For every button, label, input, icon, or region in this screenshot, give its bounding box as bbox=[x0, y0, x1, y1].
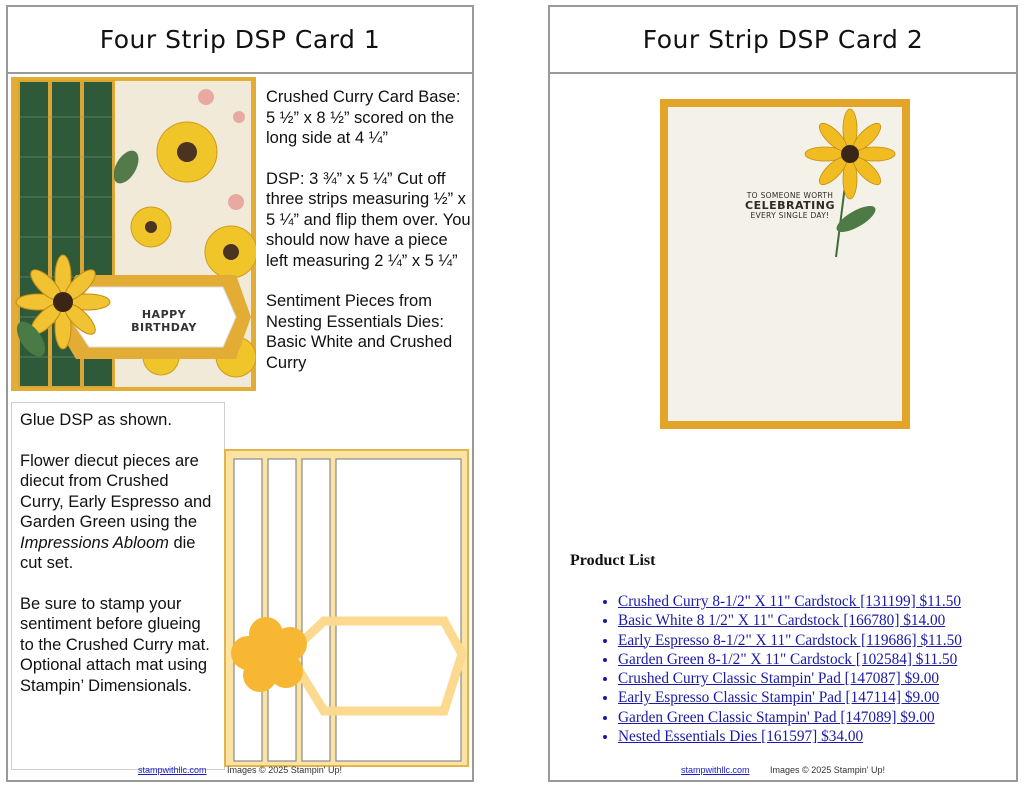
product-list-item bbox=[618, 611, 962, 630]
product-list-title: Product List bbox=[570, 552, 656, 569]
flower-instruction: Flower diecut pieces are diecut from Crushed Curry, Early Espresso and Garden Green using the Impressions Abloom die cut set. bbox=[20, 451, 212, 572]
card1-title: Four Strip DSP Card 1 bbox=[8, 7, 472, 74]
card2-footer bbox=[550, 765, 1016, 775]
die-set-name: Impressions Abloom bbox=[20, 533, 169, 552]
card1-photo-sentiment: HAPPY BIRTHDAY bbox=[131, 308, 197, 334]
card1-footer bbox=[8, 765, 472, 775]
product-list bbox=[570, 552, 962, 746]
product-list-item bbox=[618, 631, 962, 650]
card2-photo bbox=[660, 99, 910, 429]
product-link[interactable]: Early Espresso 8-1/2" X 11" Cardstock [119686] $11.50 bbox=[618, 631, 962, 649]
product-list-item bbox=[618, 669, 962, 688]
stamp-instruction: Be sure to stamp your sentiment before glueing to the Crushed Curry mat. Optional attach mat using Stampin’ Dimensionals. bbox=[20, 594, 210, 695]
product-list-items bbox=[570, 592, 962, 746]
product-list-item bbox=[618, 592, 962, 611]
footer-link[interactable]: stampwithllc.com bbox=[138, 765, 207, 775]
product-link[interactable]: Garden Green Classic Stampin' Pad [147089] $9.00 bbox=[618, 708, 935, 726]
product-link[interactable]: Basic White 8 1/2" X 11" Cardstock [166780] $14.00 bbox=[618, 612, 946, 630]
footer-credit: Images © 2025 Stampin' Up! bbox=[227, 765, 342, 775]
product-link[interactable]: Crushed Curry 8-1/2" X 11" Cardstock [131199] $11.50 bbox=[618, 593, 962, 610]
footer-credit: Images © 2025 Stampin' Up! bbox=[770, 765, 885, 775]
product-list-item bbox=[618, 708, 962, 727]
sentiment-pieces-instruction: Sentiment Pieces from Nesting Essentials Dies: Basic White and Crushed Curry bbox=[266, 292, 453, 372]
card2-sentiment: TO SOMEONE WORTH CELEBRATING EVERY SINGLE DAY! bbox=[745, 191, 835, 220]
card-base-instruction: Crushed Curry Card Base: 5 ½” x 8 ½” scored on the long side at 4 ¼” bbox=[266, 88, 461, 147]
product-list-item bbox=[618, 688, 962, 707]
card1-instructions-bottom bbox=[11, 402, 225, 770]
product-link[interactable]: Crushed Curry Classic Stampin' Pad [147087] $9.00 bbox=[618, 670, 939, 688]
card1-instructions-top bbox=[266, 87, 471, 393]
card1-panel bbox=[6, 5, 474, 782]
card2-title: Four Strip DSP Card 2 bbox=[550, 7, 1016, 74]
layout-diagram bbox=[224, 449, 469, 767]
card2-panel bbox=[548, 5, 1018, 782]
product-link[interactable]: Garden Green 8-1/2" X 11" Cardstock [102584] $11.50 bbox=[618, 650, 958, 668]
footer-link[interactable]: stampwithllc.com bbox=[681, 765, 750, 775]
dsp-instruction: DSP: 3 ¾” x 5 ¼” Cut off three strips measuring ½” x 5 ¼” and flip them over. You should now have a piece left measuring 2 ¼” x 5 ¼” bbox=[266, 169, 471, 270]
card1-photo bbox=[11, 77, 256, 391]
card2-photo-inner bbox=[668, 107, 902, 421]
product-list-item bbox=[618, 650, 962, 669]
glue-instruction: Glue DSP as shown. bbox=[20, 411, 172, 429]
product-list-item bbox=[618, 727, 962, 746]
product-link[interactable]: Nested Essentials Dies [161597] $34.00 bbox=[618, 728, 864, 746]
product-link[interactable]: Early Espresso Classic Stampin' Pad [147114] $9.00 bbox=[618, 689, 940, 707]
